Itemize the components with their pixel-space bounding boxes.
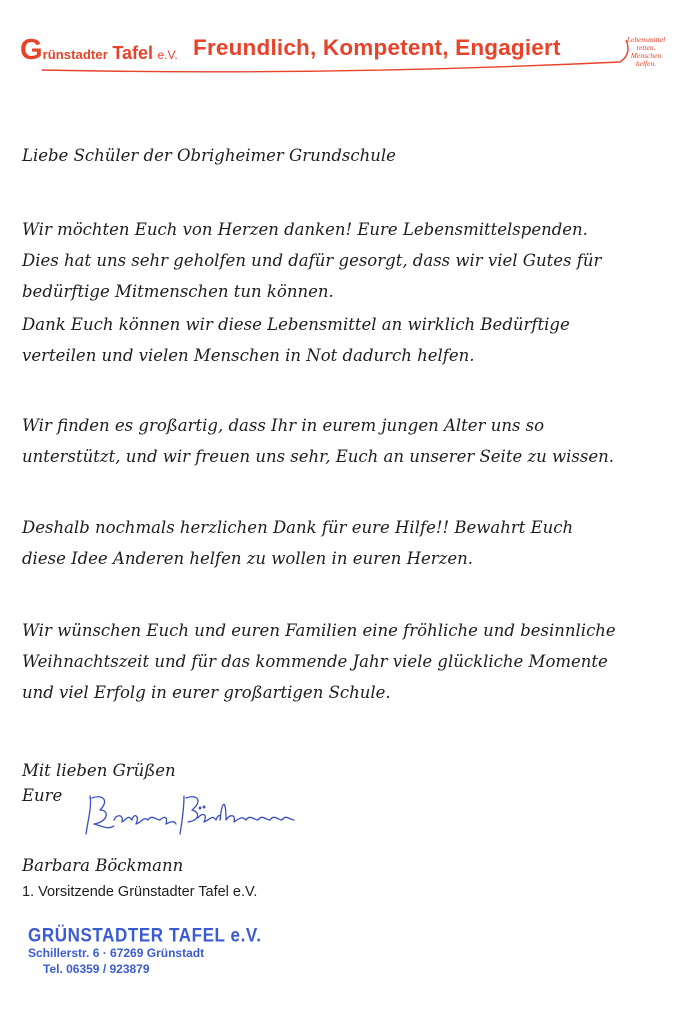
letterhead-tagline (618, 36, 674, 68)
paragraph: Dank Euch können wir diese Lebensmittel an wirklich Bedürftige verteilen und vielen Menschen in Not dadurch helfen. (22, 315, 570, 365)
closing-eure: Eure (22, 786, 63, 805)
paragraph: Deshalb nochmals herzlichen Dank für eure Hilfe!! Bewahrt Euch diese Idee Anderen helfen zu wollen in euren Herzen. (22, 518, 574, 568)
brand-name: rünstadter (42, 47, 108, 62)
paragraph: Wir möchten Euch von Herzen danken! Eure Lebensmittelspenden. Dies hat uns sehr geholfen und dafür gesorgt, dass wir viel Gutes für bedürftige Mitmenschen tun können. (22, 220, 602, 301)
tagline-line: retten. (636, 43, 656, 52)
paragraph: Wir wünschen Euch und euren Familien eine fröhliche und besinnliche Weihnachtszeit und für das kommende Jahr viele glückliche Momente und viel Erfolg in eurer großartigen Schule. (22, 621, 616, 702)
signature-name: Barbara Böckmann (22, 856, 184, 875)
tagline-line: helfen. (635, 59, 657, 68)
signer-role: 1. Vorsitzende Grünstadter Tafel e.V. (22, 884, 258, 900)
stamp-address: Schillerstr. 6 · 67269 Grünstadt (28, 946, 205, 960)
tagline-line: Lebensmittel (626, 35, 666, 44)
letterhead (20, 32, 666, 74)
stamp-phone: Tel. 06359 / 923879 (43, 962, 150, 976)
tagline-line: Menschen (630, 51, 662, 60)
paragraph: Wir finden es großartig, dass Ihr in eurem jungen Alter uns so unterstützt, und wir freuen uns sehr, Euch an unserer Seite zu wissen. (22, 416, 614, 466)
organization-stamp (28, 924, 262, 976)
brand-tafel: Tafel (112, 43, 153, 63)
letterhead-brand (20, 34, 178, 67)
closing: Mit lieben Grüßen (22, 761, 176, 780)
brand-ev: e.V. (157, 48, 178, 62)
stamp-title: GRÜNSTADTER TAFEL e.V. (28, 924, 262, 946)
letterhead-slogan: Freundlich, Kompetent, Engagiert (193, 35, 561, 60)
handwritten-signature (80, 790, 310, 840)
salutation: Liebe Schüler der Obrigheimer Grundschule (22, 146, 396, 165)
brand-initial: G (20, 34, 43, 66)
